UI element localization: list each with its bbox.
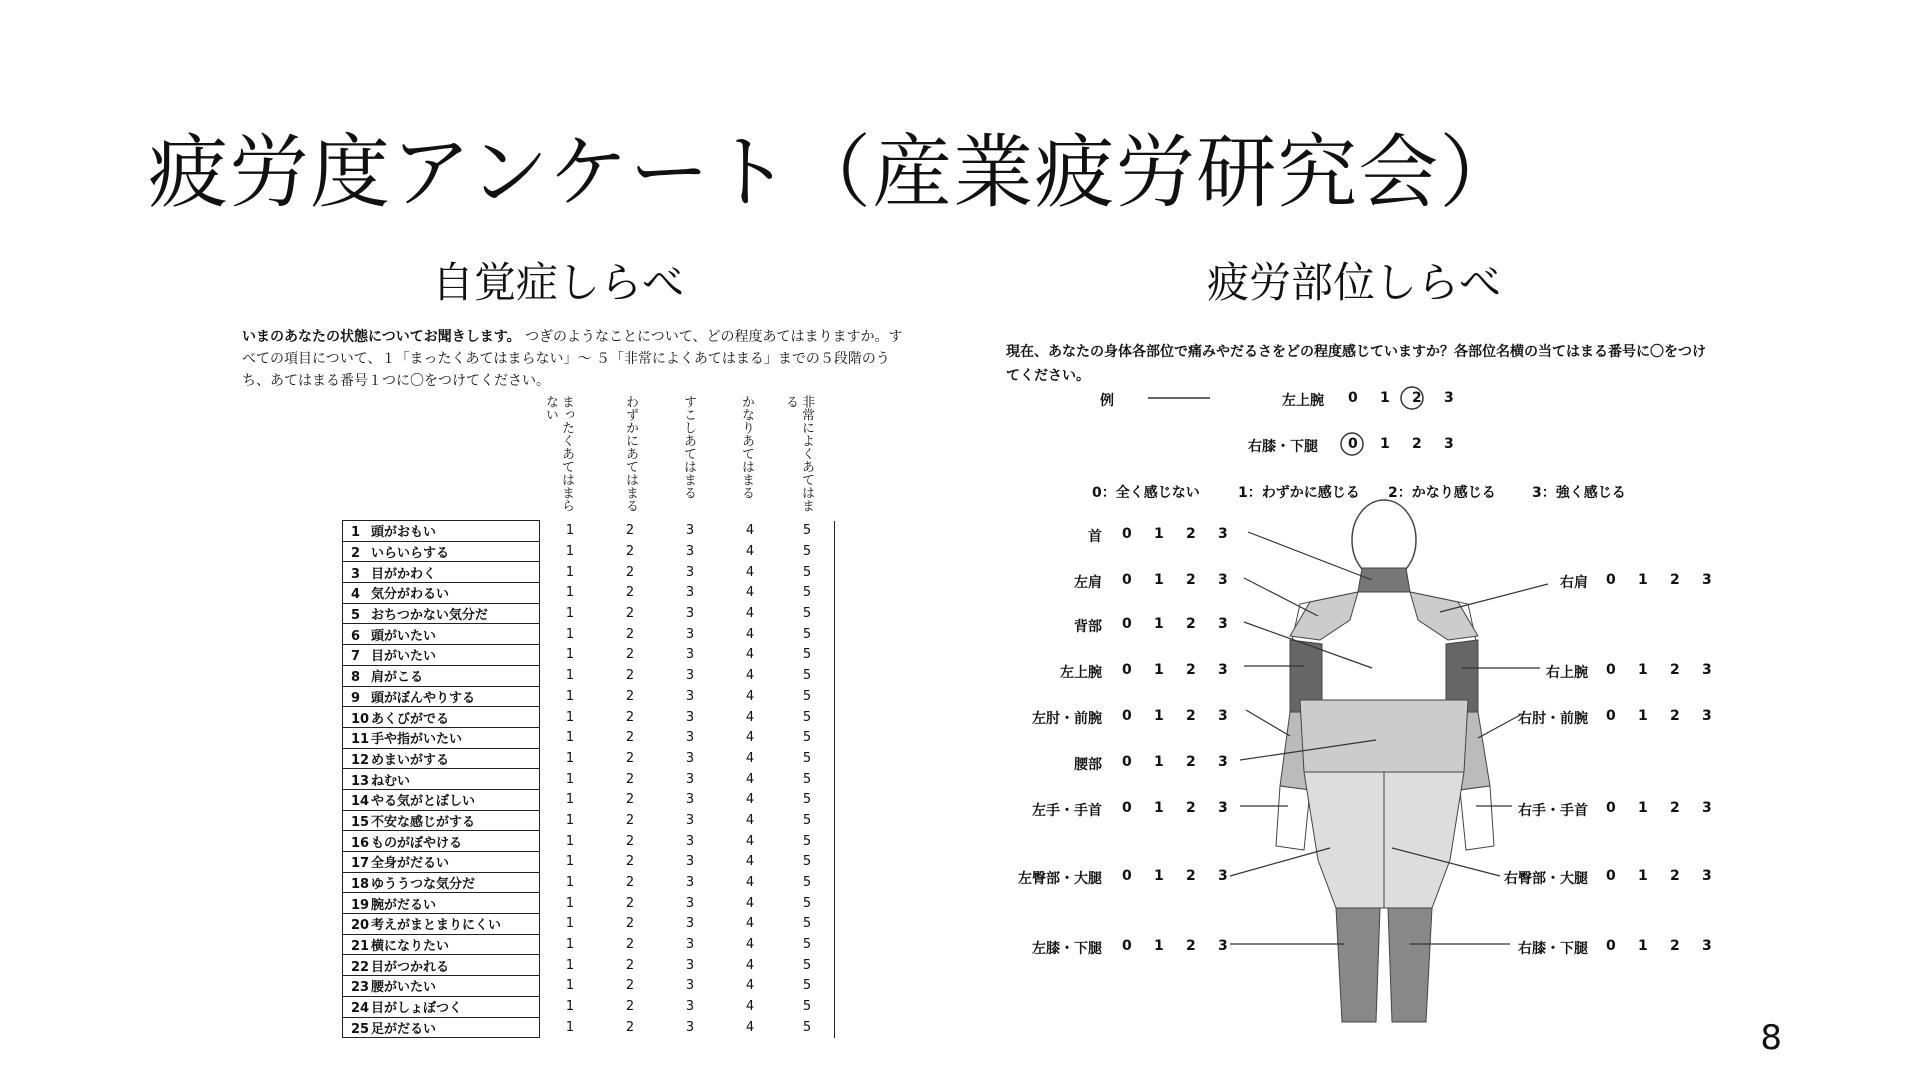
scale-value[interactable]: 3 <box>1218 708 1228 724</box>
subjective-symptoms-subtitle: 自覚症しらべ <box>432 258 685 307</box>
row-number: 6 <box>351 628 361 644</box>
symptom-text: 目がつかれる <box>371 959 450 975</box>
scale-option[interactable]: 3 <box>685 688 695 704</box>
scale-option[interactable]: 2 <box>625 523 635 539</box>
scale-option[interactable]: 3 <box>685 957 695 973</box>
scale-option[interactable]: 5 <box>780 852 835 873</box>
symptom-text: 目がしょぼつく <box>371 1001 463 1017</box>
scale-value[interactable]: 2 <box>1186 868 1196 884</box>
body-part-label: 腰部 <box>1074 757 1102 773</box>
scale-option[interactable]: 1 <box>565 937 575 953</box>
scale-option[interactable]: 3 <box>685 564 695 580</box>
scale-value[interactable]: 2 <box>1186 572 1196 588</box>
scale-option[interactable]: 4 <box>745 564 755 580</box>
scale-option[interactable]: 2 <box>625 957 635 973</box>
body-part-label: 右肩 <box>1560 575 1588 591</box>
symptom-text: 考えがまとまりにくい <box>371 918 502 934</box>
scale-option[interactable]: 4 <box>745 688 755 704</box>
scale-option[interactable]: 1 <box>565 771 575 787</box>
row-number: 3 <box>351 566 361 582</box>
scale-option[interactable]: 5 <box>780 893 835 914</box>
symptom-text: 目がかわく <box>371 566 437 582</box>
scale-option[interactable]: 4 <box>745 1019 755 1035</box>
body-right-lower-leg <box>1388 908 1432 1022</box>
scale-value[interactable]: 1 <box>1154 616 1164 632</box>
scale-option[interactable]: 5 <box>780 976 835 997</box>
scale-option[interactable]: 5 <box>780 769 835 790</box>
scale-option[interactable]: 5 <box>780 603 835 624</box>
row-number: 16 <box>351 835 370 851</box>
page-title: 疲労度アンケート（産業疲労研究会） <box>148 126 1521 219</box>
row-number: 15 <box>351 814 370 830</box>
scale-value[interactable]: 3 <box>1702 868 1712 884</box>
row-number: 25 <box>351 1021 370 1037</box>
scale-option[interactable]: 2 <box>625 875 635 891</box>
scale-option[interactable]: 1 <box>565 792 575 808</box>
scale-value[interactable]: 2 <box>1186 526 1196 542</box>
body-part-label: 左臀部・大腿 <box>1018 871 1102 887</box>
scale-value[interactable]: 0 <box>1122 938 1132 954</box>
symptom-text: 足がだるい <box>371 1021 437 1037</box>
scale-option[interactable]: 5 <box>780 624 835 645</box>
scale-option[interactable]: 5 <box>780 686 835 707</box>
symptom-text: めまいがする <box>371 752 450 768</box>
row-number: 21 <box>351 939 370 955</box>
scale-option[interactable]: 4 <box>745 668 755 684</box>
row-number: 19 <box>351 897 370 913</box>
scale-value[interactable]: 2 <box>1670 868 1680 884</box>
scale-value[interactable]: 2 <box>1670 708 1680 724</box>
scale-option[interactable]: 4 <box>745 916 755 932</box>
legend-0: 0：全く感じない <box>1092 485 1200 501</box>
scale-value[interactable]: 3 <box>1218 938 1228 954</box>
page-number: 8 <box>1760 1018 1782 1058</box>
body-part-label: 右膝・下腿 <box>1518 941 1588 957</box>
scale-option[interactable]: 2 <box>625 668 635 684</box>
row-number: 22 <box>351 959 370 975</box>
scale-option[interactable]: 5 <box>780 996 835 1017</box>
body-left-thigh <box>1304 772 1384 908</box>
symptom-text: あくびがでる <box>371 711 450 727</box>
scale-value[interactable]: 0 <box>1606 708 1616 724</box>
example-part-1: 左上腕 <box>1282 393 1324 409</box>
scale-option[interactable]: 4 <box>745 709 755 725</box>
scale-option[interactable]: 1 <box>565 1019 575 1035</box>
scale-option[interactable]: 1 <box>565 585 575 601</box>
scale-value: 1 <box>1380 436 1390 452</box>
scale-value[interactable]: 0 <box>1606 868 1616 884</box>
scale-option[interactable]: 3 <box>685 833 695 849</box>
scale-option[interactable]: 4 <box>745 792 755 808</box>
scale-option[interactable]: 1 <box>565 544 575 560</box>
symptom-text: 肩がこる <box>371 670 424 686</box>
scale-option[interactable]: 1 <box>565 999 575 1015</box>
symptom-text: ねむい <box>371 773 411 789</box>
scale-option[interactable]: 2 <box>625 978 635 994</box>
scale-option[interactable]: 3 <box>685 792 695 808</box>
scale-option[interactable]: 4 <box>745 957 755 973</box>
scale-value[interactable]: 2 <box>1186 754 1196 770</box>
scale-value[interactable]: 3 <box>1218 754 1228 770</box>
scale-option[interactable]: 5 <box>780 914 835 935</box>
scale-option[interactable]: 5 <box>780 748 835 769</box>
scale-option[interactable]: 2 <box>625 1019 635 1035</box>
scale-option[interactable]: 3 <box>685 1019 695 1035</box>
symptom-text: 腰がいたい <box>371 980 437 996</box>
scale-option[interactable]: 4 <box>745 585 755 601</box>
scale-option[interactable]: 2 <box>625 999 635 1015</box>
scale-option[interactable]: 4 <box>745 875 755 891</box>
scale-option[interactable]: 3 <box>685 544 695 560</box>
row-number: 13 <box>351 773 370 789</box>
scale-option[interactable]: 2 <box>625 606 635 622</box>
scale-option[interactable]: 3 <box>685 606 695 622</box>
row-number: 4 <box>351 587 361 603</box>
scale-value: 2 <box>1412 436 1422 452</box>
symptom-text: ゆううつな気分だ <box>371 877 476 893</box>
scale-option[interactable]: 5 <box>780 665 835 686</box>
scale-column-header: わずかにあてはまる <box>623 395 638 512</box>
scale-option[interactable]: 3 <box>685 854 695 870</box>
example-circle-2 <box>1341 433 1363 455</box>
scale-option[interactable]: 5 <box>780 727 835 748</box>
scale-option[interactable]: 4 <box>745 833 755 849</box>
scale-option[interactable]: 3 <box>685 916 695 932</box>
scale-value: 0 <box>1348 436 1358 452</box>
scale-option[interactable]: 5 <box>780 521 835 542</box>
scale-value[interactable]: 1 <box>1154 754 1164 770</box>
scale-option[interactable]: 3 <box>685 978 695 994</box>
scale-value[interactable]: 1 <box>1638 868 1648 884</box>
scale-option[interactable]: 1 <box>565 854 575 870</box>
scale-value[interactable]: 1 <box>1154 868 1164 884</box>
symptom-text: 頭がいたい <box>371 628 437 644</box>
body-part-label: 右肘・前腕 <box>1518 711 1588 727</box>
scale-option[interactable]: 5 <box>780 934 835 955</box>
body-waist <box>1300 700 1468 772</box>
scale-option[interactable]: 2 <box>625 730 635 746</box>
body-part-label: 左肩 <box>1074 575 1102 591</box>
scale-value: 3 <box>1444 436 1454 452</box>
body-part-label: 右臀部・大腿 <box>1504 871 1588 887</box>
scale-option[interactable]: 4 <box>745 937 755 953</box>
scale-option[interactable]: 2 <box>625 544 635 560</box>
scale-value[interactable]: 0 <box>1122 800 1132 816</box>
scale-column-header: かなりあてはまる <box>739 395 754 499</box>
scale-option[interactable]: 1 <box>565 978 575 994</box>
scale-value[interactable]: 0 <box>1122 616 1132 632</box>
row-number: 8 <box>351 670 361 686</box>
symptom-text: 手や指がいたい <box>371 732 463 748</box>
scale-option[interactable]: 2 <box>625 688 635 704</box>
example-label: 例 <box>1100 393 1114 409</box>
body-neck <box>1358 568 1410 592</box>
scale-value[interactable]: 2 <box>1186 662 1196 678</box>
fatigue-area-subtitle: 疲労部位しらべ <box>1207 258 1502 307</box>
scale-value[interactable]: 3 <box>1218 868 1228 884</box>
scale-value[interactable]: 2 <box>1670 572 1680 588</box>
scale-value[interactable]: 3 <box>1702 662 1712 678</box>
scale-value[interactable]: 1 <box>1154 938 1164 954</box>
scale-column-header: すこしあてはまる <box>681 395 696 499</box>
scale-option[interactable]: 2 <box>625 626 635 642</box>
scale-option[interactable]: 1 <box>565 626 575 642</box>
scale-option[interactable]: 1 <box>565 564 575 580</box>
scale-value[interactable]: 0 <box>1122 526 1132 542</box>
scale-option[interactable]: 2 <box>625 750 635 766</box>
scale-option[interactable]: 4 <box>745 606 755 622</box>
scale-option[interactable]: 2 <box>625 771 635 787</box>
symptom-text: やる気がとぼしい <box>371 794 476 810</box>
scale-option[interactable]: 2 <box>625 937 635 953</box>
scale-option[interactable]: 4 <box>745 999 755 1015</box>
scale-value[interactable]: 1 <box>1154 572 1164 588</box>
scale-value[interactable]: 1 <box>1154 526 1164 542</box>
scale-column-header: まったくあてはまらない <box>543 395 574 512</box>
body-part-label: 首 <box>1088 529 1102 545</box>
scale-option[interactable]: 1 <box>565 957 575 973</box>
legend-1: 1：わずかに感じる <box>1238 485 1360 501</box>
scale-option[interactable]: 3 <box>685 895 695 911</box>
row-number: 23 <box>351 980 370 996</box>
row-number: 20 <box>351 918 370 934</box>
scale-option[interactable]: 4 <box>745 523 755 539</box>
scale-option[interactable]: 5 <box>780 541 835 562</box>
scale-value[interactable]: 0 <box>1606 572 1616 588</box>
scale-column-header: 非常によくあてはまる <box>783 395 814 512</box>
scale-option[interactable]: 3 <box>685 585 695 601</box>
scale-option[interactable]: 5 <box>780 810 835 831</box>
symptom-text: 気分がわるい <box>371 587 450 603</box>
scale-value[interactable]: 0 <box>1122 868 1132 884</box>
scale-option[interactable]: 4 <box>745 647 755 663</box>
scale-value[interactable]: 0 <box>1122 662 1132 678</box>
symptom-text: 目がいたい <box>371 649 437 665</box>
row-number: 12 <box>351 752 370 768</box>
scale-option[interactable]: 3 <box>685 523 695 539</box>
scale-option[interactable]: 5 <box>780 583 835 604</box>
scale-option[interactable]: 5 <box>780 955 835 976</box>
scale-option[interactable]: 2 <box>625 647 635 663</box>
scale-option[interactable]: 4 <box>745 771 755 787</box>
scale-option[interactable]: 5 <box>780 707 835 728</box>
scale-option[interactable]: 1 <box>565 668 575 684</box>
symptom-text: 頭がおもい <box>371 525 437 541</box>
scale-option[interactable]: 1 <box>565 606 575 622</box>
scale-value[interactable]: 1 <box>1638 662 1648 678</box>
scale-option[interactable]: 2 <box>625 709 635 725</box>
scale-option[interactable]: 3 <box>685 937 695 953</box>
row-number: 18 <box>351 877 370 893</box>
scale-option[interactable]: 2 <box>625 792 635 808</box>
scale-option[interactable]: 3 <box>685 812 695 828</box>
scale-option[interactable]: 1 <box>565 833 575 849</box>
scale-value[interactable]: 2 <box>1186 800 1196 816</box>
symptom-text: ものがぼやける <box>371 835 463 851</box>
scale-option[interactable]: 5 <box>780 562 835 583</box>
scale-option[interactable]: 2 <box>625 854 635 870</box>
symptom-text: 頭がぼんやりする <box>371 690 476 706</box>
scale-value: 0 <box>1348 390 1358 406</box>
scale-value[interactable]: 1 <box>1154 800 1164 816</box>
scale-option[interactable]: 1 <box>565 730 575 746</box>
scale-option[interactable]: 3 <box>685 626 695 642</box>
body-part-label: 右上腕 <box>1546 665 1588 681</box>
body-left-hand <box>1276 786 1310 850</box>
scale-option[interactable]: 1 <box>565 709 575 725</box>
scale-option[interactable]: 4 <box>745 854 755 870</box>
scale-option[interactable]: 2 <box>625 916 635 932</box>
scale-option[interactable]: 1 <box>565 688 575 704</box>
scale-value: 1 <box>1380 390 1390 406</box>
scale-value[interactable]: 2 <box>1670 938 1680 954</box>
scale-value[interactable]: 0 <box>1122 708 1132 724</box>
symptom-text: おちつかない気分だ <box>371 608 488 624</box>
scale-option[interactable]: 1 <box>565 812 575 828</box>
row-number: 14 <box>351 794 370 810</box>
symptom-text: 不安な感じがする <box>371 814 476 830</box>
scale-option[interactable]: 2 <box>625 833 635 849</box>
scale-value[interactable]: 1 <box>1638 800 1648 816</box>
body-part-label: 左手・手首 <box>1032 803 1102 819</box>
scale-option[interactable]: 4 <box>745 812 755 828</box>
scale-value[interactable]: 0 <box>1606 662 1616 678</box>
symptom-text: 横になりたい <box>371 939 450 955</box>
scale-value: 2 <box>1412 390 1422 406</box>
scale-value[interactable]: 1 <box>1638 938 1648 954</box>
scale-option[interactable]: 2 <box>625 585 635 601</box>
scale-value[interactable]: 3 <box>1218 572 1228 588</box>
legend-2: 2：かなり感じる <box>1388 485 1496 501</box>
scale-option[interactable]: 4 <box>745 978 755 994</box>
scale-option[interactable]: 5 <box>780 872 835 893</box>
scale-option[interactable]: 5 <box>780 831 835 852</box>
scale-value[interactable]: 3 <box>1702 708 1712 724</box>
scale-option[interactable]: 3 <box>685 999 695 1015</box>
scale-value[interactable]: 2 <box>1186 708 1196 724</box>
scale-value[interactable]: 2 <box>1186 616 1196 632</box>
row-number: 24 <box>351 1001 370 1017</box>
legend-3: 3：強く感じる <box>1532 485 1626 501</box>
scale-option[interactable]: 3 <box>685 771 695 787</box>
scale-option[interactable]: 4 <box>745 750 755 766</box>
row-number: 5 <box>351 608 361 624</box>
scale-option[interactable]: 4 <box>745 730 755 746</box>
body-left-lower-leg <box>1336 908 1380 1022</box>
row-number: 7 <box>351 649 361 665</box>
row-number: 17 <box>351 856 370 872</box>
row-number: 1 <box>351 525 361 541</box>
scale-value[interactable]: 3 <box>1218 662 1228 678</box>
scale-option[interactable]: 1 <box>565 916 575 932</box>
scale-value[interactable]: 1 <box>1638 708 1648 724</box>
row-number: 9 <box>351 690 361 706</box>
scale-value[interactable]: 0 <box>1122 572 1132 588</box>
scale-option[interactable]: 3 <box>685 647 695 663</box>
scale-value[interactable]: 1 <box>1638 572 1648 588</box>
scale-value[interactable]: 2 <box>1670 662 1680 678</box>
example-part-2: 右膝・下腿 <box>1248 439 1318 455</box>
scale-option[interactable]: 5 <box>780 645 835 666</box>
symptom-text: 腕がだるい <box>371 897 437 913</box>
scale-option[interactable]: 3 <box>685 875 695 891</box>
symptom-text: いらいらする <box>371 546 450 562</box>
body-part-label: 右手・手首 <box>1518 803 1588 819</box>
scale-option[interactable]: 2 <box>625 564 635 580</box>
scale-option[interactable]: 2 <box>625 812 635 828</box>
body-part-label: 左膝・下腿 <box>1032 941 1102 957</box>
scale-value[interactable]: 3 <box>1218 800 1228 816</box>
scale-option[interactable]: 1 <box>565 523 575 539</box>
row-number: 11 <box>351 732 370 748</box>
scale-value[interactable]: 1 <box>1154 662 1164 678</box>
scale-value[interactable]: 3 <box>1702 572 1712 588</box>
body-part-label: 左肘・前腕 <box>1032 711 1102 727</box>
scale-option[interactable]: 1 <box>565 647 575 663</box>
intro-rest: つぎのようなことについて、どの程度あてはまりますか。すべての項目について、１「まったくあてはまらない」〜 ５「非常によくあてはまる」までの５段階のうち、あてはまる番号１つに〇をつけてください。 <box>242 329 903 389</box>
scale-value[interactable]: 3 <box>1218 616 1228 632</box>
scale-value[interactable]: 3 <box>1702 938 1712 954</box>
body-part-label: 左上腕 <box>1060 665 1102 681</box>
scale-option[interactable]: 4 <box>745 544 755 560</box>
scale-option[interactable]: 5 <box>780 789 835 810</box>
body-right-hand <box>1460 786 1494 850</box>
scale-option[interactable]: 3 <box>685 730 695 746</box>
scale-option[interactable]: 3 <box>685 709 695 725</box>
scale-value[interactable]: 0 <box>1122 754 1132 770</box>
body-part-label: 背部 <box>1074 619 1102 635</box>
row-number: 2 <box>351 546 361 562</box>
scale-option[interactable]: 3 <box>685 750 695 766</box>
intro-bold: いまのあなたの状態についてお聞きします。 <box>242 329 521 345</box>
row-number: 10 <box>351 711 370 727</box>
scale-value[interactable]: 2 <box>1186 938 1196 954</box>
scale-value[interactable]: 0 <box>1606 800 1616 816</box>
scale-option[interactable]: 4 <box>745 626 755 642</box>
body-question: 現在、あなたの身体各部位で痛みやだるさをどの程度感じていますか？各部位名横の当てはまる番号に〇をつけてください。 <box>1006 344 1706 384</box>
scale-value[interactable]: 0 <box>1606 938 1616 954</box>
scale-option[interactable]: 2 <box>625 895 635 911</box>
scale-option[interactable]: 5 <box>780 1017 835 1038</box>
scale-option[interactable]: 1 <box>565 895 575 911</box>
body-right-thigh <box>1384 772 1464 908</box>
example-circle-1 <box>1401 387 1423 409</box>
symptom-text: 全身がだるい <box>371 856 450 872</box>
scale-option[interactable]: 3 <box>685 668 695 684</box>
scale-option[interactable]: 1 <box>565 750 575 766</box>
scale-option[interactable]: 4 <box>745 895 755 911</box>
scale-option[interactable]: 1 <box>565 875 575 891</box>
scale-value[interactable]: 3 <box>1218 526 1228 542</box>
scale-value[interactable]: 2 <box>1670 800 1680 816</box>
scale-value: 3 <box>1444 390 1454 406</box>
scale-value[interactable]: 1 <box>1154 708 1164 724</box>
scale-value[interactable]: 3 <box>1702 800 1712 816</box>
